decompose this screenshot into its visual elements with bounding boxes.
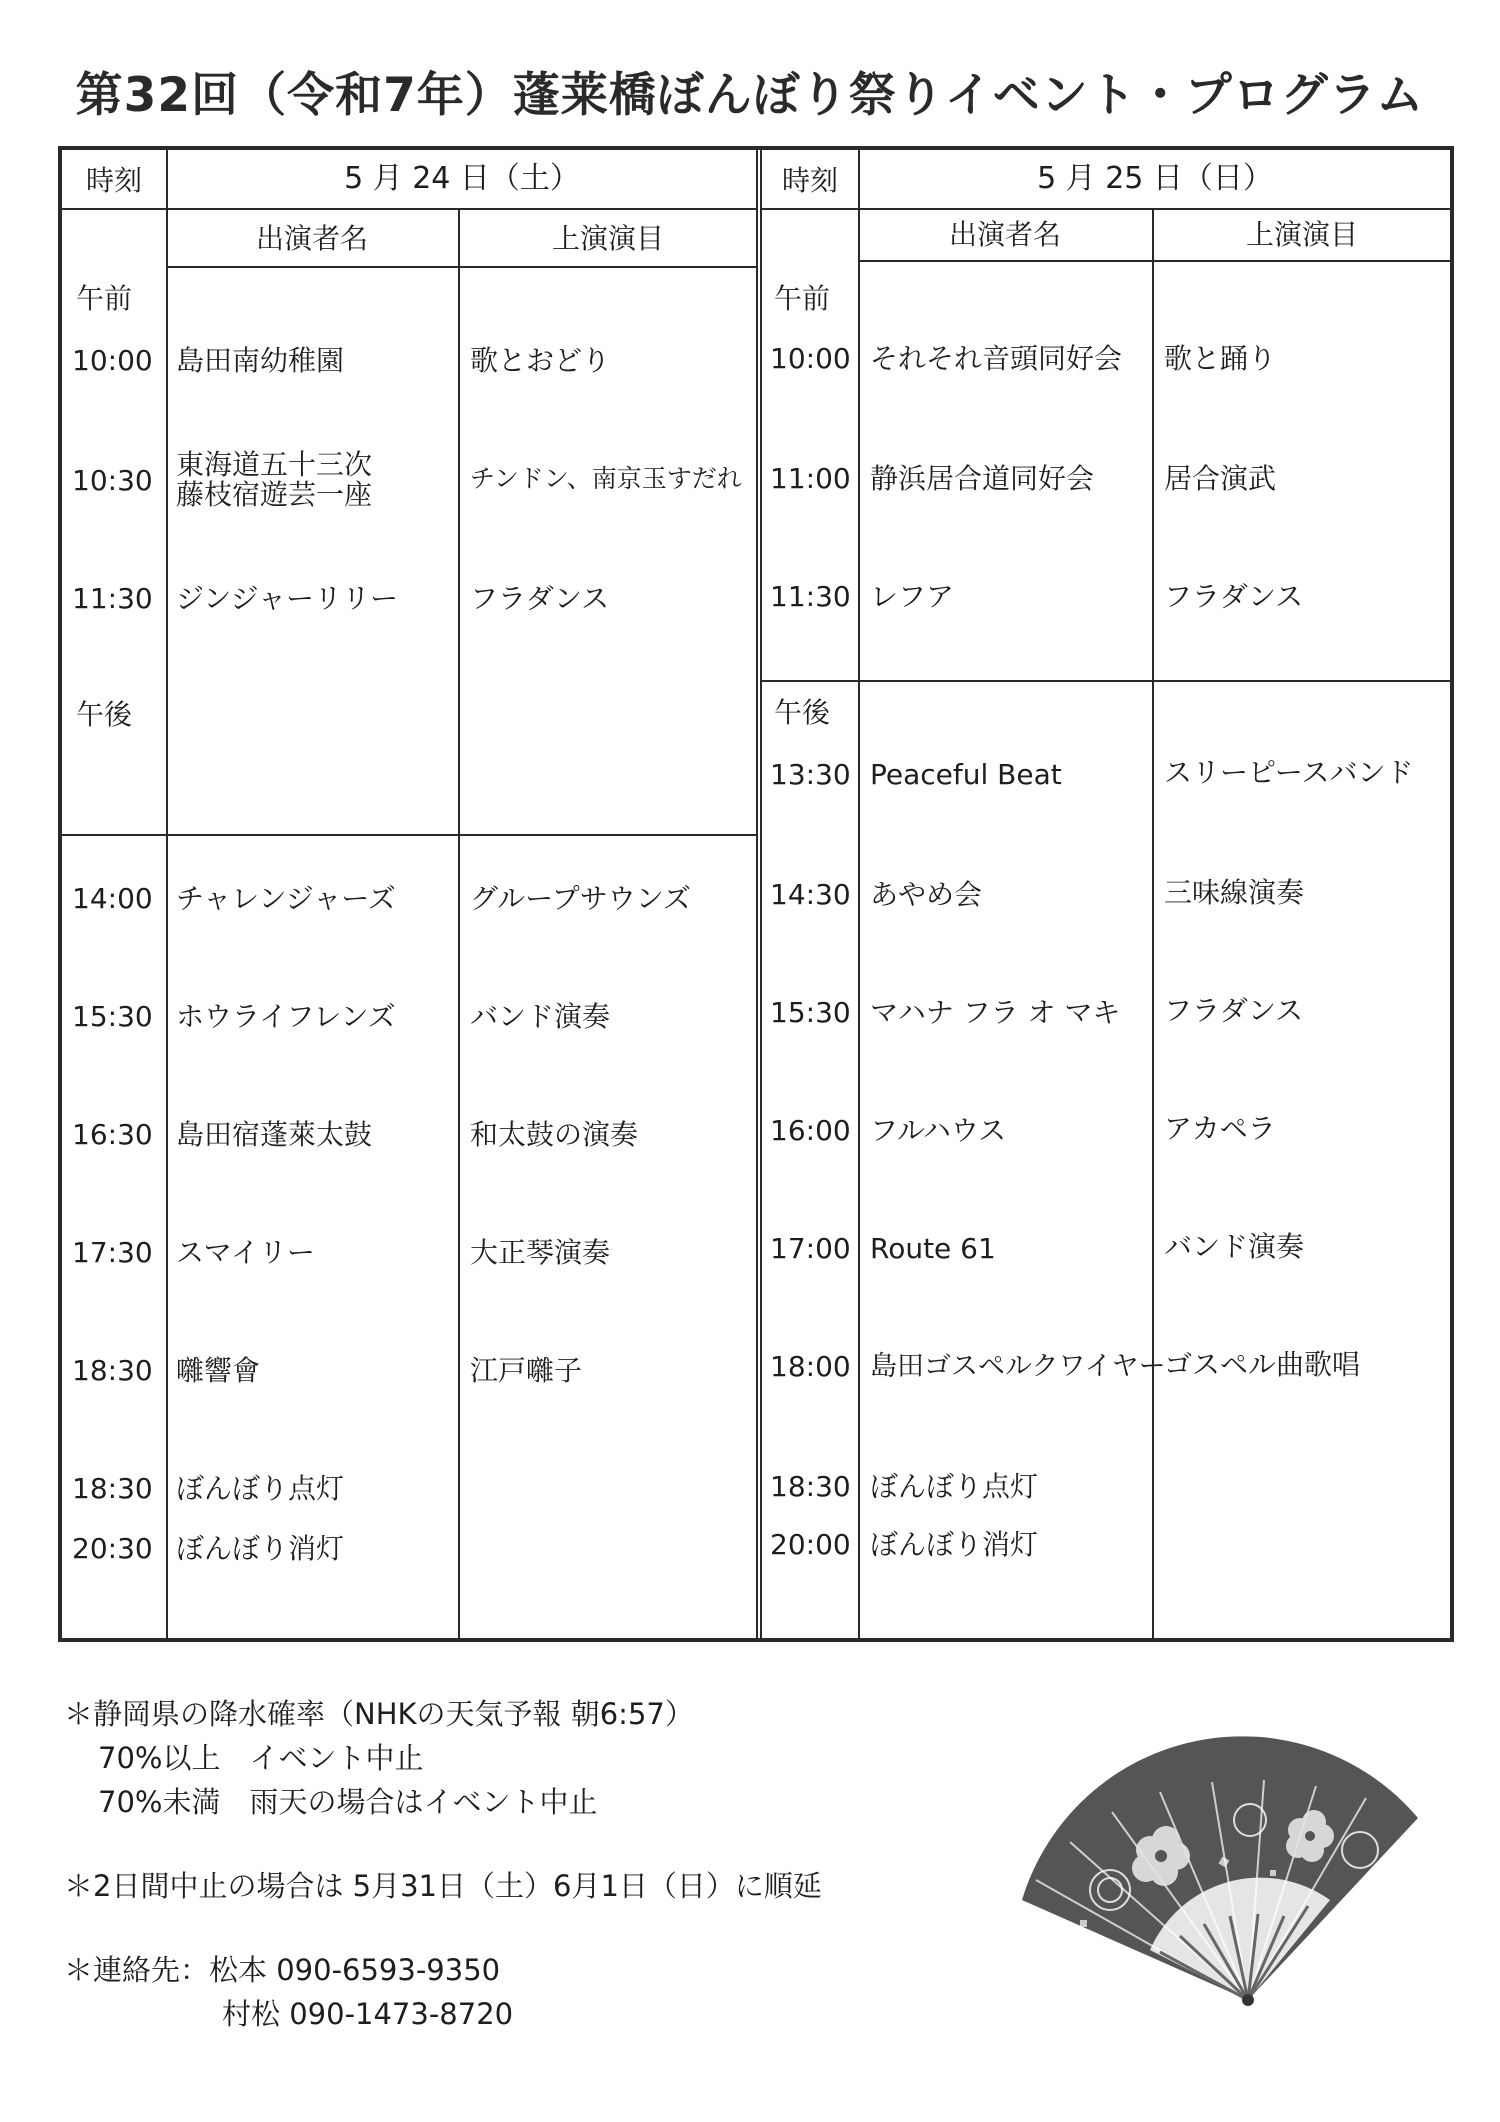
time-header: 時刻	[781, 164, 838, 197]
performer-cell: ホウライフレンズ	[176, 1000, 396, 1033]
time-cell: 14:30	[770, 878, 851, 911]
rain-note-title: ＊静岡県の降水確率（NHKの天気予報 朝6:57）	[64, 1697, 694, 1731]
pm-label: 午後	[774, 696, 831, 729]
time-cell: 10:00	[72, 344, 153, 377]
contact-secondary: 村松 090-1473-8720	[222, 1997, 514, 2031]
program-header: 上演演目	[1245, 218, 1358, 251]
am-label: 午前	[76, 282, 133, 315]
program-cell: チンドン、南京玉すだれ	[470, 464, 742, 493]
time-cell: 16:00	[770, 1114, 851, 1147]
program-cell: 居合演武	[1164, 462, 1277, 495]
notes	[64, 1692, 822, 2036]
time-cell: 18:30	[770, 1470, 851, 1503]
program-cell: 大正琴演奏	[470, 1236, 611, 1269]
program-cell: アカペラ	[1164, 1112, 1276, 1145]
performer-cell: ぼんぼり点灯	[870, 1470, 1039, 1503]
performer-cell: チャレンジャーズ	[176, 882, 396, 915]
program-cell: スリーピースバンド	[1164, 756, 1414, 789]
performer-cell: それそれ音頭同好会	[870, 342, 1123, 375]
performer-cell: 静浜居合道同好会	[870, 462, 1095, 495]
date-header: 5 月 24 日（土）	[344, 161, 580, 196]
program-header: 上演演目	[551, 222, 664, 255]
program-cell: ゴスペル曲歌唱	[1164, 1348, 1361, 1381]
time-cell: 18:00	[770, 1350, 851, 1383]
program-cell: バンド演奏	[470, 1000, 611, 1033]
performer-cell-line2: 藤枝宿遊芸一座	[176, 478, 373, 511]
rain-over-rule: 70%以上 イベント中止	[98, 1741, 424, 1775]
program-cell: 三味線演奏	[1164, 876, 1305, 909]
am-label: 午前	[774, 282, 831, 315]
time-cell: 16:30	[72, 1118, 153, 1151]
program-cell: 歌とおどり	[470, 344, 611, 377]
schedule-table	[58, 146, 1454, 1642]
time-cell: 18:30	[72, 1354, 153, 1387]
time-header: 時刻	[85, 164, 142, 197]
program-cell: グループサウンズ	[470, 882, 691, 915]
date-header: 5 月 25 日（日）	[1037, 161, 1273, 196]
performer-cell: 島田南幼稚園	[176, 344, 345, 377]
postpone-note: ＊2日間中止の場合は 5月31日（土）6月1日（日）に順延	[64, 1869, 822, 1903]
time-cell: 15:30	[770, 996, 851, 1029]
time-cell: 10:30	[72, 464, 153, 497]
contact-primary: ＊連絡先：松本 090-6593-9350	[64, 1953, 501, 1987]
performer-cell: Route 61	[870, 1232, 996, 1265]
time-cell: 14:00	[72, 882, 153, 915]
time-cell: 11:00	[770, 462, 851, 495]
pm-label: 午後	[76, 698, 133, 731]
performer-cell-line1: 東海道五十三次	[176, 448, 373, 481]
performer-cell: フルハウス	[870, 1114, 1007, 1147]
time-cell: 17:00	[770, 1232, 851, 1265]
time-cell: 18:30	[72, 1472, 153, 1505]
time-cell: 20:30	[72, 1532, 153, 1565]
program-cell: バンド演奏	[1164, 1230, 1305, 1263]
time-cell: 10:00	[770, 342, 851, 375]
performer-cell: マハナ フラ オ マキ	[870, 996, 1121, 1029]
program-cell: フラダンス	[470, 582, 610, 615]
performer-cell: ぼんぼり点灯	[176, 1472, 345, 1505]
performer-header: 出演者名	[255, 222, 368, 255]
time-cell: 15:30	[72, 1000, 153, 1033]
program-cell: 江戸囃子	[470, 1354, 583, 1387]
performer-cell: スマイリー	[176, 1236, 315, 1269]
performer-header: 出演者名	[948, 218, 1061, 251]
day-saturday	[62, 150, 758, 1638]
performer-cell: 島田ゴスペルクワイヤー	[870, 1351, 1166, 1382]
time-cell: 13:30	[770, 758, 851, 791]
page-title: 第32回（令和7年）蓬莱橋ぼんぼり祭りイベント・プログラム	[75, 68, 1425, 123]
performer-cell: ぼんぼり消灯	[870, 1528, 1039, 1561]
rain-under-rule: 70%未満 雨天の場合はイベント中止	[98, 1785, 598, 1819]
performer-cell: ぼんぼり消灯	[176, 1532, 345, 1565]
program-cell: 和太鼓の演奏	[470, 1118, 639, 1151]
time-cell: 11:30	[770, 580, 851, 613]
performer-cell: Peaceful Beat	[870, 758, 1062, 791]
folding-fan-icon	[1000, 1730, 1440, 2030]
program-cell: 歌と踊り	[1164, 342, 1277, 375]
program-cell: フラダンス	[1164, 580, 1304, 613]
day-sunday	[760, 150, 1450, 1638]
time-cell: 17:30	[72, 1236, 153, 1269]
program-cell: フラダンス	[1164, 994, 1304, 1027]
time-cell: 20:00	[770, 1528, 851, 1561]
performer-cell: レフア	[870, 580, 955, 613]
performer-cell: 島田宿蓬萊太鼓	[176, 1118, 373, 1151]
performer-cell: 囃響會	[176, 1354, 261, 1387]
performer-cell: あやめ会	[870, 878, 983, 911]
performer-cell: ジンジャーリリー	[176, 582, 399, 615]
time-cell: 11:30	[72, 582, 153, 615]
